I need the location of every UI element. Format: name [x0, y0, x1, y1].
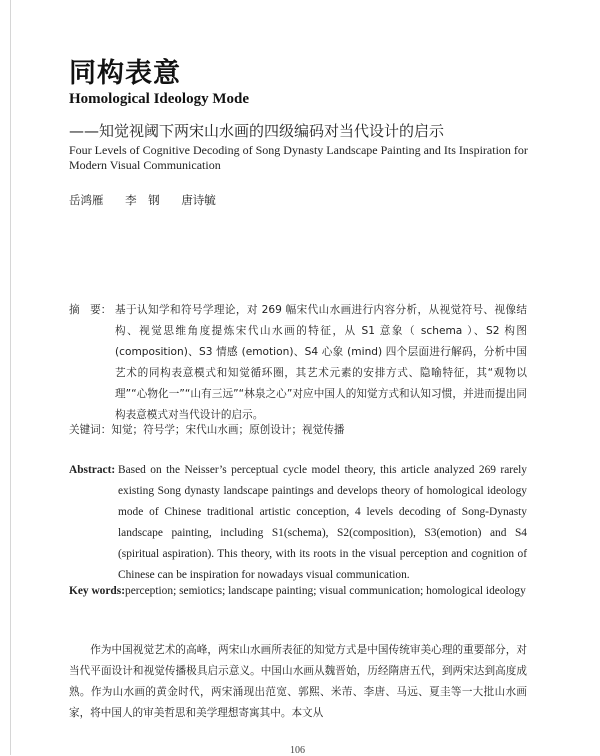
title-english: Homological Ideology Mode: [69, 91, 249, 107]
keywords-chinese-label: 关键词：: [69, 424, 112, 436]
subtitle-chinese: ——知觉视阈下两宋山水画的四级编码对当代设计的启示: [69, 122, 445, 140]
author-name: 唐诗毓: [181, 193, 216, 207]
page-number: 106: [290, 745, 305, 756]
abstract-english-text: Based on the Neisser’s perceptual cycle model theory, this article analyzed 269 rarely existing Song dynasty landscape paintings and develops theory of homological ideology mode of Chinese traditional artistic conception, 4 levels decoding of Song-Dynasty landscape painting, including S1(schema), S2(composition), S3(emotion) and S4 (spiritual aspiration). This theory, with its roots in the visual perception and cognition of Chinese can be inspiration for nowadays visual communication.: [118, 464, 527, 581]
keywords-chinese-text: 知觉；符号学；宋代山水画；原创设计；视觉传播: [111, 424, 345, 436]
author-name: 岳鸿雁: [69, 193, 104, 207]
abstract-chinese-label: 摘 要：: [69, 304, 112, 316]
abstract-english-label: Abstract:: [69, 464, 116, 476]
keywords-english-text: perception; semiotics; landscape painting; visual communication; homological ideology: [125, 585, 526, 597]
page-edge-line: [10, 0, 11, 755]
keywords-chinese: [69, 420, 527, 441]
abstract-chinese-text: 基于认知学和符号学理论，对 269 幅宋代山水画进行内容分析，从视觉符号、视像结构、视觉思维角度提炼宋代山水画的特征，从 S1 意象（ schema ）、S2 构图 (composition)、S3 情感 (emotion)、S4 心象 (mind) 四个层面进行解码，分析中国艺术的同构表意模式和知觉循环圈，其艺术元素的安排方式、隐喻特征，其“观物以理”“心物化一”“山有三远”“林泉之心”对应中国人的知觉方式和认知习惯，并进而提出同构表意模式对当代设计的启示。: [115, 304, 527, 421]
author-list: [69, 192, 228, 208]
abstract-chinese: [69, 300, 527, 426]
subtitle-english: Four Levels of Cognitive Decoding of Song Dynasty Landscape Painting and Its Inspiration for Modern Visual Communication: [69, 143, 528, 172]
keywords-english: [69, 581, 527, 601]
body-paragraph: 作为中国视觉艺术的高峰，两宋山水画所表征的知觉方式是中国传统审美心理的重要部分，对当代平面设计和视觉传播极具启示意义。中国山水画从魏晋始，历经隋唐五代，到两宋达到高度成熟。作为山水画的黄金时代，两宋涌现出范宽、郭熙、米芾、李唐、马远、夏圭等一大批山水画家，将中国人的审美哲思和美学理想寄寓其中。本文从: [69, 644, 527, 719]
author-name: 李 钢: [125, 193, 160, 207]
keywords-english-label: Key words:: [69, 585, 125, 597]
title-chinese: 同构表意: [69, 58, 181, 89]
abstract-english: [69, 460, 527, 586]
